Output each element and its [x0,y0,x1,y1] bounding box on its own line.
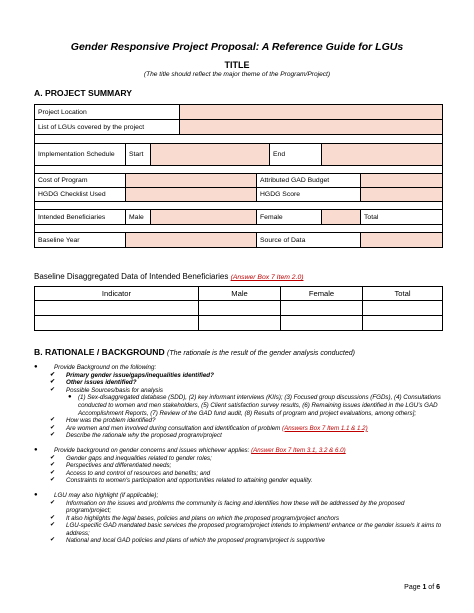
list-item: ✔ National and local GAD policies and plans of which the proposed program/project is supportive [34,537,446,545]
list-item: ✔ Primary gender issue/gaps/inequalities identified? [34,372,446,380]
list-item: ✔ Other issues identified? [34,379,446,387]
list-item: ✔ It also highlights the legal bases, policies and plans on which the proposed program/project anchors [34,515,446,523]
section-b-note: (The rationale is the result of the gender analysis conducted) [167,350,355,357]
end-date-field[interactable] [322,144,443,166]
list-item: ✔ LGU-specific GAD mandated basic services the proposed program/project intends to implement/ enhance or the gender issue/s it aims to address; [34,522,446,537]
page-number [404,584,440,591]
baseline-heading [34,272,304,281]
attributed-gad-budget-label: Attributed GAD Budget [257,174,361,188]
end-label: End [270,144,322,166]
list-item: ✔ Possible Sources/basis for analysis [34,387,446,395]
table-cell[interactable] [363,316,443,331]
list-item: ✔ Information on the issues and problems the community is facing and identifies how these will be addressed by the proposed program/project; [34,500,446,515]
hgdg-checklist-label: HGDG Checklist Used [35,188,126,202]
page-label: Page [404,584,423,591]
column-header-female: Female [281,287,363,301]
baseline-year-label: Baseline Year [35,233,126,248]
cost-of-program-field[interactable] [126,174,257,188]
list-item: ✔ How was the problem identified? [34,417,446,425]
male-label: Male [126,210,151,225]
spacer-row [35,202,443,210]
table-cell[interactable] [199,316,281,331]
answer-reference-link[interactable]: (Answers Box 7 Item 1.1 & 1.2) [282,424,368,432]
page-total: 6 [436,584,440,591]
baseline-heading-text: Baseline Disaggregated Data of Intended Beneficiaries [34,272,229,281]
list-item: ● LGU may also highlight (if applicable); [34,492,446,500]
rationale-list [34,364,446,545]
list-item: ● Provide Background on the following: [34,364,446,372]
spacer-row [35,135,443,144]
answer-reference-link[interactable]: (Answer Box 7 Item 3.1, 3.2 & 6.0) [251,446,346,454]
table-cell[interactable] [35,316,199,331]
list-item: ✔ Access to and control of resources and benefits; and [34,470,446,478]
table-cell[interactable] [281,316,363,331]
list-item [34,425,446,433]
table-cell[interactable] [35,301,199,316]
page-current: 1 [422,584,427,591]
spacer-row [35,166,443,174]
list-item: ✔ Constraints to women's participation and opportunities related to attaining gender equality. [34,477,446,485]
lgus-covered-field[interactable] [180,120,443,135]
source-of-data-field[interactable] [361,233,443,248]
attributed-gad-budget-field[interactable] [361,174,443,188]
start-label: Start [126,144,151,166]
source-of-data-label: Source of Data [257,233,361,248]
table-cell[interactable] [199,301,281,316]
list-item-text: Provide background on gender concerns and issues whichever applies: [54,446,250,454]
male-count-field[interactable] [151,210,257,225]
list-item: ✔ Gender gaps and inequalities related to gender roles; [34,455,446,463]
list-item: ✔ Describe the rationale why the proposed program/project [34,432,446,440]
baseline-year-field[interactable] [126,233,257,248]
document-title: Gender Responsive Project Proposal: A Reference Guide for LGUs [70,41,404,53]
list-item [34,447,446,455]
list-item: ✔ Perspectives and differentiated needs; [34,462,446,470]
disaggregated-data-table [34,286,443,331]
page-of-label: of [426,584,437,591]
table-cell[interactable] [281,301,363,316]
column-header-male: Male [199,287,281,301]
title-heading: TITLE [224,60,250,70]
baseline-reference: (Answer Box 7 Item 2.0) [230,274,304,281]
column-header-total: Total [363,287,443,301]
implementation-schedule-label: Implementation Schedule [35,144,126,166]
list-item-text: Are women and men involved during consultation and identification of problem [66,424,281,432]
spacer [34,485,446,492]
section-b-heading [34,347,355,357]
female-label: Female [257,210,322,225]
hgdg-checklist-field[interactable] [126,188,257,202]
title-note: (The title should reflect the major theme of the Program/Project) [143,71,331,78]
section-a-heading: A. PROJECT SUMMARY [34,88,133,98]
cost-of-program-label: Cost of Program [35,174,126,188]
project-summary-table [34,104,443,248]
hgdg-score-label: HGDG Score [257,188,361,202]
table-cell[interactable] [363,301,443,316]
section-b-title: B. RATIONALE / BACKGROUND [34,347,165,357]
lgus-covered-label: List of LGUs covered by the project [35,120,180,135]
project-location-field[interactable] [180,105,443,120]
intended-beneficiaries-label: Intended Beneficiaries [35,210,126,225]
start-date-field[interactable] [151,144,270,166]
spacer [34,440,446,447]
female-count-field[interactable] [322,210,361,225]
column-header-indicator: Indicator [35,287,199,301]
spacer-row [35,225,443,233]
list-item: ● (1) Sex-disaggregated database (SDD), (2) key informant interviews (KIIs); (3) Focused group discussions (FGDs), (4) Consultations conducted to women and men stakeholders, (5) Client satisfaction survey results, (6) Remaining issues identified in the LGU's GAD Accomplishment Reports, (7) Review of the GAD fund audit, (8) Results of program and project evaluations, among others]; [34,394,446,417]
project-location-label: Project Location [35,105,180,120]
total-label: Total [361,210,443,225]
hgdg-score-field[interactable] [361,188,443,202]
